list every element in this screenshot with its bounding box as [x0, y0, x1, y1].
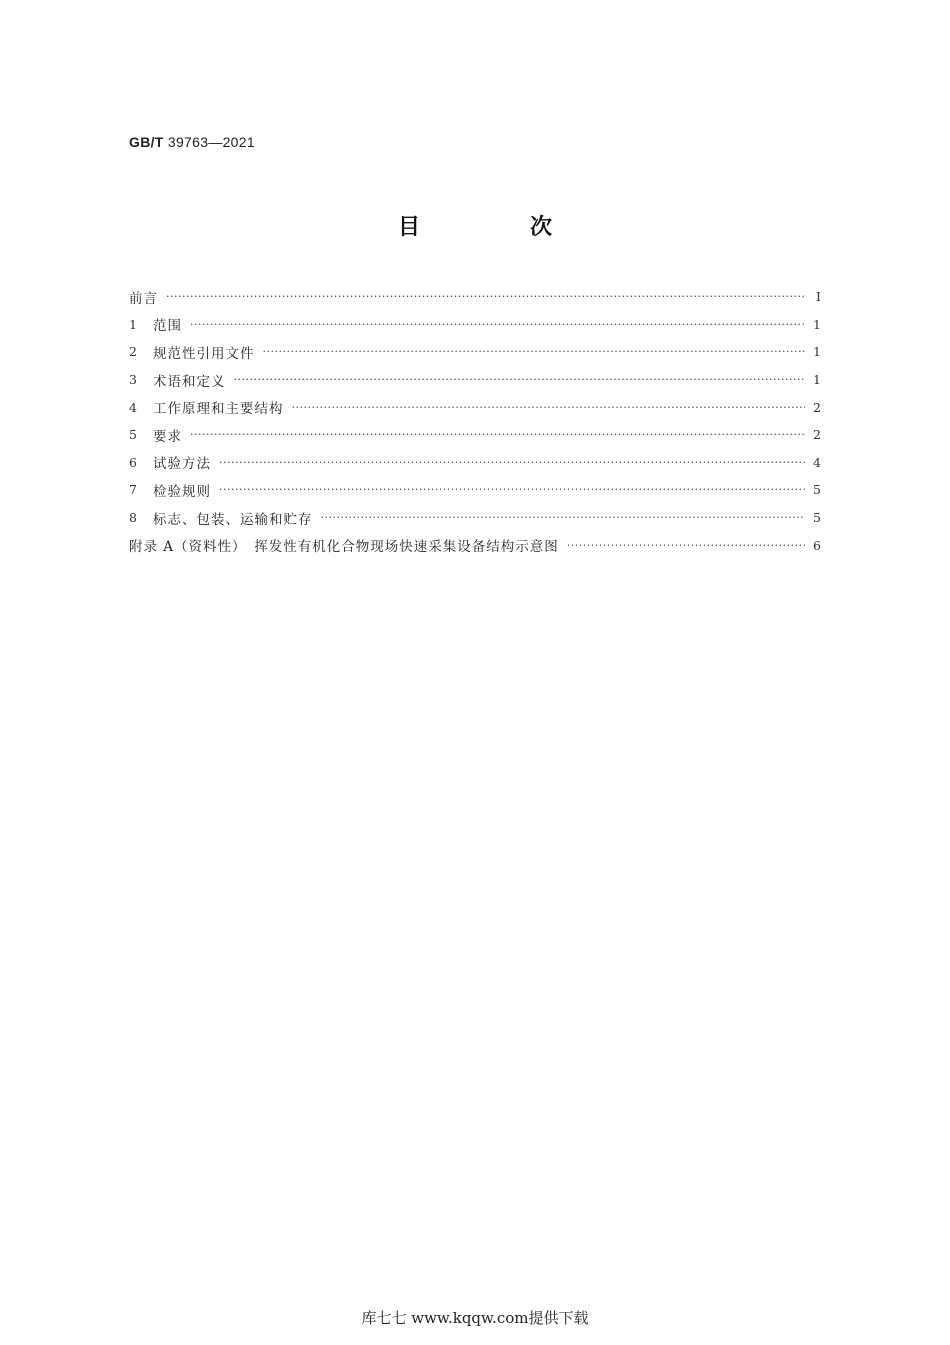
toc-leader-dots [567, 539, 805, 552]
toc-leader-dots [190, 318, 805, 331]
toc-entry-principle-structure[interactable] [129, 393, 821, 421]
toc-entry-normative-references[interactable] [129, 338, 821, 366]
table-of-contents [129, 283, 821, 559]
toc-entry-label: 试验方法 [153, 456, 211, 473]
toc-entry-label: 要求 [153, 428, 182, 445]
toc-entry-page: 1 [813, 372, 821, 388]
toc-title: 目 次 [397, 215, 596, 240]
toc-entry-label: 检验规则 [153, 483, 211, 500]
toc-entry-label: 附录 A（资料性） 挥发性有机化合物现场快速采集设备结构示意图 [129, 539, 559, 556]
toc-entry-number: 8 [129, 510, 137, 526]
toc-entry-number: 4 [129, 399, 137, 415]
toc-entry-page: 5 [813, 482, 821, 498]
toc-leader-dots [321, 511, 806, 524]
toc-entry-label: 术语和定义 [153, 373, 226, 390]
toc-entry-foreword[interactable] [129, 283, 821, 311]
toc-leader-dots [219, 483, 805, 496]
download-footer: 库七七 www.kqqw.com提供下载 [361, 1309, 589, 1327]
toc-entry-appendix-a[interactable] [129, 531, 821, 559]
toc-entry-label: 规范性引用文件 [153, 345, 255, 362]
toc-entry-page: 6 [813, 537, 821, 553]
toc-entry-number: 1 [129, 316, 137, 332]
toc-entry-label: 工作原理和主要结构 [153, 401, 284, 418]
toc-entry-page: 2 [813, 399, 821, 415]
toc-entry-terms-definitions[interactable] [129, 366, 821, 394]
standard-code [129, 134, 255, 150]
toc-entry-marking-packaging[interactable] [129, 504, 821, 532]
standard-number: 39763—2021 [167, 134, 255, 150]
toc-entry-requirements[interactable] [129, 421, 821, 449]
toc-entry-label: 前言 [129, 290, 158, 307]
toc-entry-number: 3 [129, 372, 137, 388]
toc-entry-test-methods[interactable] [129, 449, 821, 477]
toc-entry-page: 5 [813, 510, 821, 526]
toc-leader-dots [263, 345, 806, 358]
toc-entry-inspection-rules[interactable] [129, 476, 821, 504]
toc-entry-label: 标志、包装、运输和贮存 [153, 511, 313, 528]
toc-entry-number: 2 [129, 344, 137, 360]
standard-prefix: GB/T [129, 134, 164, 150]
toc-leader-dots [234, 373, 806, 386]
toc-entry-number: 5 [129, 427, 137, 443]
toc-entry-page: 2 [813, 427, 821, 443]
toc-entry-page: 4 [813, 454, 821, 470]
toc-entry-number: 7 [129, 482, 137, 498]
toc-leader-dots [190, 428, 805, 441]
toc-entry-label: 范围 [153, 318, 182, 335]
toc-entry-scope[interactable] [129, 311, 821, 339]
toc-entry-number: 6 [129, 454, 137, 470]
toc-leader-dots [219, 456, 805, 469]
toc-entry-page: Ⅰ [816, 289, 821, 305]
toc-entry-page: 1 [813, 316, 821, 332]
toc-entry-page: 1 [813, 344, 821, 360]
toc-leader-dots [292, 401, 806, 414]
toc-leader-dots [166, 290, 805, 303]
